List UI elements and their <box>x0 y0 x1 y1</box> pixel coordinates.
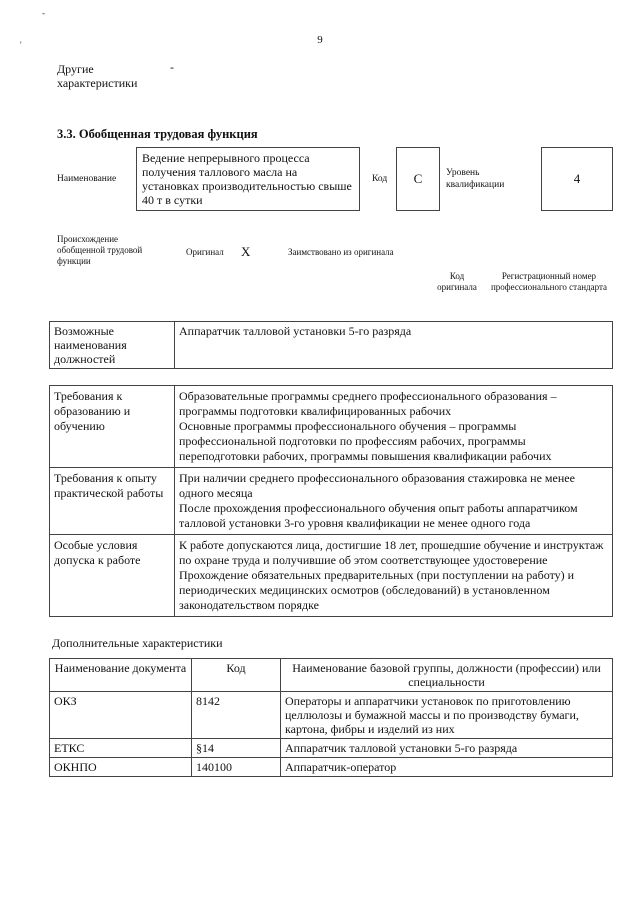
positions-value: Аппаратчик талловой установки 5-го разряда <box>175 322 613 369</box>
table-row <box>50 758 613 777</box>
corner-mark: ' <box>20 40 22 50</box>
table-header-row <box>50 659 613 692</box>
requirement-label: Особые условия допуска к работе <box>50 535 175 617</box>
original-mark: X <box>241 244 251 259</box>
additional-title: Дополнительные характеристики <box>52 636 223 650</box>
table-row <box>50 739 613 758</box>
requirement-line: Образовательные программы среднего профессионального образования – программы подготовки квалифицированных рабочих <box>179 389 557 418</box>
requirement-line: Основные программы профессионального обучения – программы профессиональной подготовки по профессиям рабочих, программы переподготовки рабочих, программы повышения квалификации рабочих <box>179 419 552 463</box>
code-original-label: Код оригинала <box>437 271 477 292</box>
column-header: Наименование документа <box>50 659 192 692</box>
section-title: 3.3. Обобщенная трудовая функция <box>57 127 258 141</box>
requirement-line: При наличии среднего профессионального образования стажировка не менее одного месяца <box>179 471 575 500</box>
name-label: Наименование <box>57 174 117 184</box>
table-cell: ЕТКС <box>50 739 192 758</box>
table-cell: 140100 <box>192 758 281 777</box>
positions-table <box>49 321 613 369</box>
function-name-box <box>136 147 360 211</box>
other-characteristics-label: Другие характеристики <box>57 62 138 90</box>
function-name-value: Ведение непрерывного процесса получения таллового масла на установках производительностью свыше 40 т в сутки <box>142 151 352 207</box>
table-cell: §14 <box>192 739 281 758</box>
code-box <box>396 147 440 211</box>
requirement-row <box>50 468 613 535</box>
level-label: Уровень квалификации <box>446 168 505 190</box>
table-cell: 8142 <box>192 692 281 739</box>
level-box <box>541 147 613 211</box>
requirement-line: После прохождения профессионального обучения опыт работы аппаратчиком талловой установки 3-го уровня квалификации не менее одного года <box>179 501 578 530</box>
additional-table <box>49 658 613 777</box>
table-row <box>50 692 613 739</box>
requirement-line: К работе допускаются лица, достигшие 18 лет, прошедшие обучение и инструктаж по охране труда и получившие об этом соответствующее удостоверение <box>179 538 604 567</box>
column-header: Наименование базовой группы, должности (профессии) или специальности <box>281 659 613 692</box>
table-cell: Операторы и аппаратчики установок по приготовлению целлюлозы и бумажной массы и по производству бумаги, картона, фибры и изделий из них <box>281 692 613 739</box>
original-label: Оригинал <box>186 247 224 257</box>
corner-mark: - <box>42 8 45 18</box>
requirement-label: Требования к опыту практической работы <box>50 468 175 535</box>
reg-number-label: Регистрационный номер профессионального стандарта <box>490 271 608 292</box>
origin-label: Происхождение обобщенной трудовой функции <box>57 234 143 266</box>
requirement-row <box>50 535 613 617</box>
requirement-line: Прохождение обязательных предварительных (при поступлении на работу) и периодических медицинских осмотров (обследований) в установленном законодательством порядке <box>179 568 575 612</box>
code-label: Код <box>372 174 388 184</box>
level-value: 4 <box>573 171 581 186</box>
requirements-table <box>49 385 613 617</box>
other-characteristics-value: - <box>170 60 174 74</box>
table-cell: ОКНПО <box>50 758 192 777</box>
table-cell: Аппаратчик талловой установки 5-го разряда <box>281 739 613 758</box>
requirement-label: Требования к образованию и обучению <box>50 386 175 468</box>
table-cell: Аппаратчик-оператор <box>281 758 613 777</box>
code-value: С <box>413 171 423 186</box>
requirement-row <box>50 386 613 468</box>
column-header: Код <box>192 659 281 692</box>
requirement-text <box>175 386 613 468</box>
requirement-text <box>175 468 613 535</box>
page-number: 9 <box>317 34 323 46</box>
borrowed-label: Заимствовано из оригинала <box>288 247 394 257</box>
positions-label: Возможные наименования должностей <box>50 322 175 369</box>
requirement-text <box>175 535 613 617</box>
table-cell: ОКЗ <box>50 692 192 739</box>
